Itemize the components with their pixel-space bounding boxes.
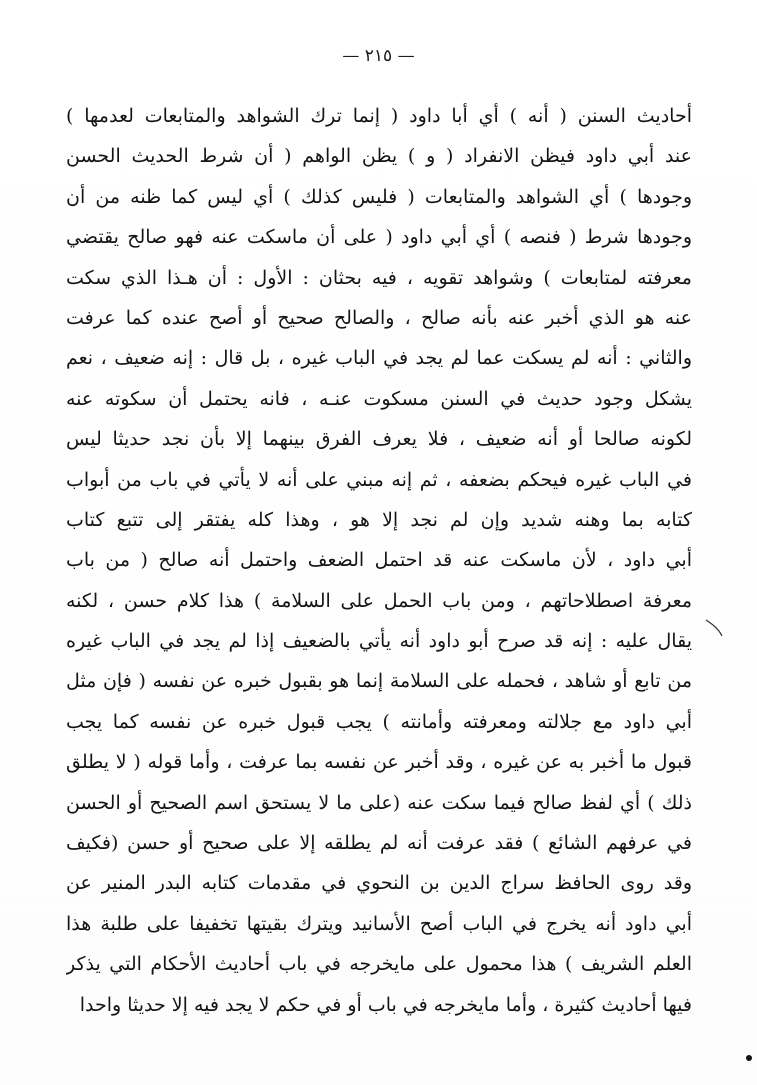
text-line: معرفته لمتابعات ) وشواهد تقويه ، فيه بحثان : الأول : أن هـذا الذي سكت xyxy=(66,266,692,289)
text-line: فيها أحاديث كثيرة ، وأما مايخرجه في باب أو في حكم لا يجد فيه إلا حديثا واحدا xyxy=(79,993,692,1016)
text-line: لكونه صالحا أو أنه ضعيف ، فلا يعرف الفرق بينهما إلا بأن نجد حديثا ليس xyxy=(66,428,692,451)
text-line: عنه هو الذي أخبر عنه بأنه صالح ، والصالح صحيح أو أصح عنده كما عرفت xyxy=(66,306,692,329)
text-line: قبول ما أخبر به عن غيره ، وقد أخبر عن نفسه بما عرفت ، وأما قوله ( لا يطلق xyxy=(66,751,692,774)
text-line: في عرفهم الشائع ) فقد عرفت أنه لم يطلقه إلا على صحيح أو حسن (فكيف xyxy=(66,832,692,855)
text-line: عند أبي داود فيظن الانفراد ( و ) يظن الواهم ( أن شرط الحديث الحسن xyxy=(66,145,692,168)
text-line: أبي داود أنه يخرج في الباب أصح الأسانيد ويترك بقيتها تخفيفا على طلبة هذا xyxy=(66,912,692,935)
text-line: والثاني : أنه لم يسكت عما لم يجد في الباب غيره ، بل قال : إنه ضعيف ، نعم xyxy=(66,347,692,370)
text-line: يقال عليه : إنه قد صرح أبو داود أنه يأتي بالضعيف إذا لم يجد في الباب غيره xyxy=(66,630,692,653)
text-line: يشكل وجود حديث في السنن مسكوت عنـه ، فانه يحتمل أن سكوته عنه xyxy=(66,387,692,410)
margin-tick-mark xyxy=(700,614,730,644)
page-dot-mark xyxy=(746,1055,752,1061)
text-body xyxy=(66,96,692,1025)
text-line: معرفة اصطلاحاتهم ، ومن باب الحمل على السلامة ) هذا كلام حسن ، لكنه xyxy=(66,589,692,612)
text-line: أحاديث السنن ( أنه ) أي أبا داود ( إنما ترك الشواهد والمتابعات لعدمها ) xyxy=(66,105,692,127)
text-line: في الباب غيره فيحكم بضعفه ، ثم إنه مبني على أنه لا يأتي في باب من أبواب xyxy=(66,468,692,491)
page-number: — ٢١٥ — xyxy=(342,46,415,66)
text-line: من تابع أو شاهد ، فحمله على السلامة إنما هو بقبول خبره عن نفسه ( فإن مثل xyxy=(66,670,692,693)
text-line: أبي داود ، لأن ماسكت عنه قد احتمل الضعف واحتمل أنه صالح ( من باب xyxy=(66,549,692,572)
text-line: كتابه بما وهنه شديد وإن لم نجد إلا هو ، وهذا كله يفتقر إلى تتبع كتاب xyxy=(66,508,692,531)
text-line: وقد روى الحافظ سراج الدين بن النحوي في مقدمات كتابه البدر المنير عن xyxy=(66,872,692,895)
text-line: ذلك ) أي لفظ صالح فيما سكت عنه (على ما لا يستحق اسم الصحيح أو الحسن xyxy=(66,791,692,814)
text-line: أبي داود مع جلالته ومعرفته وأمانته ) يجب قبول خبره عن نفسه كما يجب xyxy=(66,710,692,733)
text-line: وجودها ) أي الشواهد والمتابعات ( فليس كذلك ) أي ليس كما ظنه من أن xyxy=(66,185,692,208)
text-line: وجودها شرط ( فنصه ) أي أبي داود ( على أن ماسكت عنه فهو صالح يقتضي xyxy=(66,226,692,249)
text-line: العلم الشريف ) هذا محمول على مايخرجه في باب أحاديث الأحكام التي يذكر xyxy=(66,953,692,976)
